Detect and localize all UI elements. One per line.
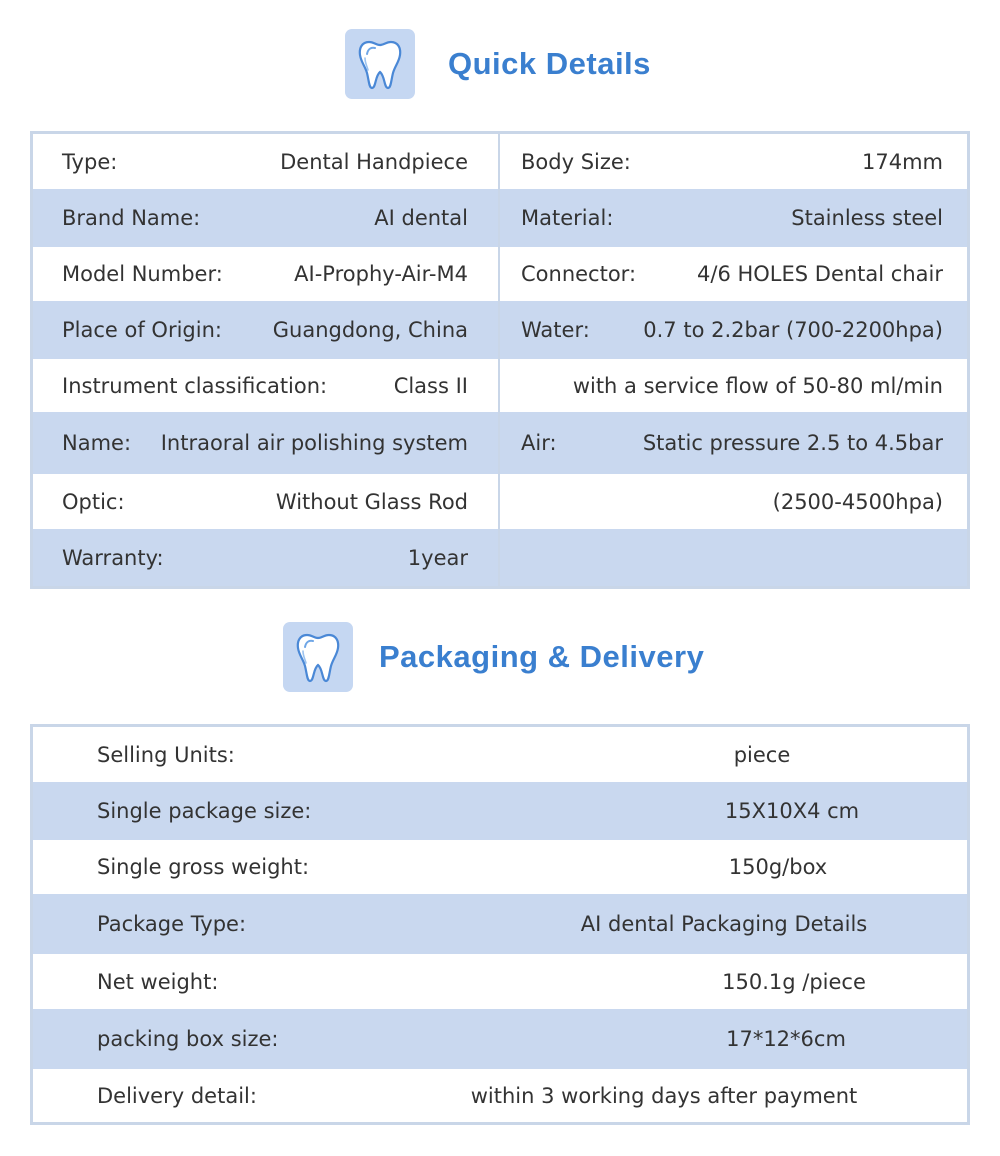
table-row [33,840,967,894]
row-label: Net weight: [97,969,219,994]
row-value: 1year [407,545,468,570]
table-row [33,1009,967,1069]
table-row [500,412,967,474]
section-title: Quick Details [448,46,651,81]
row-value: 174mm [862,149,943,174]
table-row [500,529,967,586]
row-value: with a service flow of 50-80 ml/min [572,373,943,398]
table-row [33,782,967,840]
row-label: Delivery detail: [97,1083,257,1108]
row-label: Optic: [62,489,125,514]
table-row [33,134,498,189]
table-row [33,529,498,586]
tooth-icon [283,622,353,692]
table-row [500,247,967,301]
row-value: Without Glass Rod [275,489,468,514]
table-row [33,727,967,782]
row-value: 0.7 to 2.2bar (700-2200hpa) [643,318,943,342]
row-value: 150.1g /piece [722,969,866,994]
row-label: Type: [62,149,118,174]
row-value: Class II [393,373,468,398]
section-title: Packaging & Delivery [379,639,705,674]
table-row [500,301,967,359]
table-row [33,894,967,954]
table-row [33,247,498,301]
table-row [33,412,498,474]
row-value: 4/6 HOLES Dental chair [697,262,943,286]
tooth-icon [345,29,415,99]
row-label: Warranty: [62,545,164,570]
row-value: 150g/box [728,855,828,879]
table-row [33,359,498,412]
row-value: AI dental Packaging Details [580,912,868,936]
table-row [500,474,967,529]
row-label: Connector: [521,262,637,286]
table-row [33,1069,967,1122]
row-label: Brand Name: [62,206,201,230]
table-row [500,189,967,247]
table-row [500,359,967,412]
quick-details-left-column [33,134,500,586]
row-value: AI dental [374,206,468,230]
row-value: 17*12*6cm [726,1027,846,1051]
quick-details-table [30,131,970,589]
row-label: Model Number: [62,262,223,286]
packaging-header [283,622,704,692]
table-row [33,474,498,529]
row-value: Intraoral air polishing system [160,431,468,455]
row-value: Guangdong, China [272,318,468,342]
row-label: Water: [521,318,590,342]
table-row [33,954,967,1009]
row-label: Instrument classification: [62,373,328,398]
table-row [33,301,498,359]
row-label: packing box size: [97,1027,279,1051]
quick-details-right-column [500,134,967,586]
table-row [33,189,498,247]
quick-details-header [345,29,651,99]
table-row [500,134,967,189]
row-value: piece [733,742,791,767]
row-value: 15X10X4 cm [724,799,860,823]
row-label: Selling Units: [97,742,235,767]
row-value: AI-Prophy-Air-M4 [294,262,468,286]
row-label: Air: [521,431,557,455]
row-value: (2500-4500hpa) [772,489,943,514]
row-value: Stainless steel [791,206,943,230]
row-value: Dental Handpiece [280,149,468,174]
row-label: Single package size: [97,799,312,823]
row-label: Name: [62,431,132,455]
row-label: Body Size: [521,149,631,174]
row-label: Material: [521,206,614,230]
row-value: within 3 working days after payment [470,1083,858,1108]
row-label: Single gross weight: [97,855,310,879]
row-value: Static pressure 2.5 to 4.5bar [642,431,943,455]
packaging-table [30,724,970,1125]
row-label: Place of Origin: [62,318,222,342]
row-label: Package Type: [97,912,247,936]
